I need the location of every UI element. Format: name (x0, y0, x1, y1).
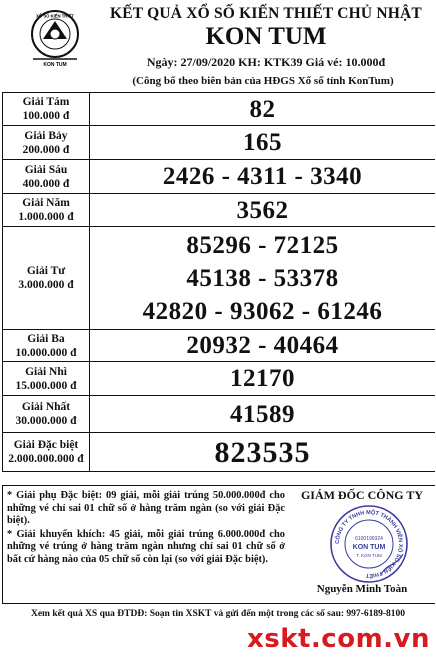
winning-number: 41589 (230, 400, 295, 428)
prize-name: Giải Ba (27, 332, 65, 345)
prize-amount: 3.000.000 đ (18, 279, 74, 291)
publish-note: (Công bố theo biên bản của HĐGS Xổ số tỉnh KonTum) (132, 75, 394, 87)
prize-amount: 200.000 đ (22, 143, 70, 156)
prize-name: Giải Năm (22, 197, 70, 209)
signer-name: Nguyễn Minh Toàn (316, 583, 408, 595)
winning-number: 165 (243, 129, 282, 156)
prize-label (3, 194, 90, 226)
prize-amount: 100.000 đ (22, 110, 70, 122)
prize-label (3, 227, 90, 329)
logo-text-top: XỔ SỐ KIẾN THIẾT (36, 13, 74, 19)
seal-outer-text: CÔNG TY TNHH MỘT THÀNH VIÊN XỔ SỐ KIẾN THIẾT (334, 509, 404, 579)
winning-number: 45138 - 53378 (186, 264, 339, 292)
note-special-sub: * Giải phụ Đặc biệt: 09 giải, mỗi giải trúng 50.000.000đ cho những vé chỉ sai 01 chữ số ở hàng trăm ngàn (so với giải Đặc biệt). (7, 490, 285, 526)
prize-amount: 2.000.000.000 đ (8, 453, 84, 465)
winning-number: 3562 (236, 196, 289, 224)
prize-label (3, 93, 90, 125)
winning-number: 85296 - 72125 (186, 231, 339, 259)
prize-name: Giải Nhì (25, 365, 67, 378)
signer-title: GIÁM ĐỐC CÔNG TY (300, 488, 424, 502)
prize-amount: 15.000.000 đ (15, 379, 77, 392)
prize-numbers (90, 126, 435, 159)
prize-numbers (90, 194, 435, 226)
brand-watermark[interactable]: xskt.com.vn (246, 624, 430, 654)
seal-place: T. KON TUM (356, 553, 382, 558)
prize-row-5 (3, 194, 435, 227)
lottery-company-logo-icon (30, 9, 80, 67)
prize-name: Giải Nhất (21, 401, 71, 413)
prize-numbers (90, 330, 435, 361)
prize-notes (3, 486, 289, 603)
results-table (2, 92, 435, 472)
prize-name: Giải Đặc biệt (13, 439, 79, 451)
prize-numbers (90, 93, 435, 125)
prize-row-special (3, 433, 435, 472)
prize-label (3, 433, 90, 471)
signature-block (289, 486, 435, 603)
prize-amount: 30.000.000 đ (15, 415, 77, 427)
prize-numbers (90, 433, 435, 471)
winning-number: 82 (249, 95, 276, 123)
prize-row-1 (3, 396, 435, 433)
prize-row-6 (3, 160, 435, 194)
prize-row-4 (3, 227, 435, 330)
prize-name: Giải Tám (22, 96, 70, 108)
prize-label (3, 160, 90, 193)
seal-inner-text: KON TUM (352, 544, 386, 551)
prize-numbers (90, 160, 435, 193)
province-title: KON TUM (205, 23, 327, 50)
prize-name: Giải Tư (26, 265, 66, 277)
winning-number: 12170 (230, 365, 295, 392)
prize-numbers (90, 362, 435, 395)
prize-amount: 10.000.000 đ (15, 346, 77, 359)
sms-instruction: Xem kết quả XS qua ĐTDĐ: Soạn tin XSKT và gửi đến một trong các số sau: 997-6189-8100 (30, 609, 406, 619)
prize-label (3, 126, 90, 159)
prize-amount: 1.000.000 đ (18, 211, 74, 223)
prize-row-8 (3, 93, 435, 126)
prize-numbers (90, 396, 435, 432)
note-consolation: * Giải khuyến khích: 45 giải, mỗi giải trúng 6.000.000đ cho những vé trúng ở hàng trăm ngàn nhưng chỉ sai 01 chữ số ở bất cứ hàng nào của 05 chữ số còn lại (so với giải Đặc biệt). (7, 528, 285, 565)
page-title: KẾT QUẢ XỔ SỐ KIẾN THIẾT CHỦ NHẬT (110, 5, 422, 22)
winning-number: 2426 - 4311 - 3340 (162, 163, 363, 190)
prize-label (3, 396, 90, 432)
prize-label (3, 330, 90, 361)
prize-row-2 (3, 362, 435, 396)
prize-name: Giải Bảy (24, 129, 68, 142)
winning-number: 42820 - 93062 - 61246 (142, 297, 383, 325)
prize-label (3, 362, 90, 395)
logo-text-bottom: KON TUM (43, 62, 67, 67)
company-seal-icon (329, 504, 409, 584)
prize-row-7 (3, 126, 435, 160)
draw-info: Ngày: 27/09/2020 KH: KTK39 Giá vé: 10.000đ (146, 55, 386, 69)
prize-numbers (90, 227, 435, 329)
footnote-section (2, 485, 435, 604)
prize-row-3 (3, 330, 435, 362)
seal-code: 6100190324 (355, 536, 383, 542)
prize-name: Giải Sáu (24, 163, 68, 176)
winning-number: 823535 (214, 435, 311, 469)
winning-number: 20932 - 40464 (186, 332, 339, 359)
prize-amount: 400.000 đ (22, 177, 70, 190)
